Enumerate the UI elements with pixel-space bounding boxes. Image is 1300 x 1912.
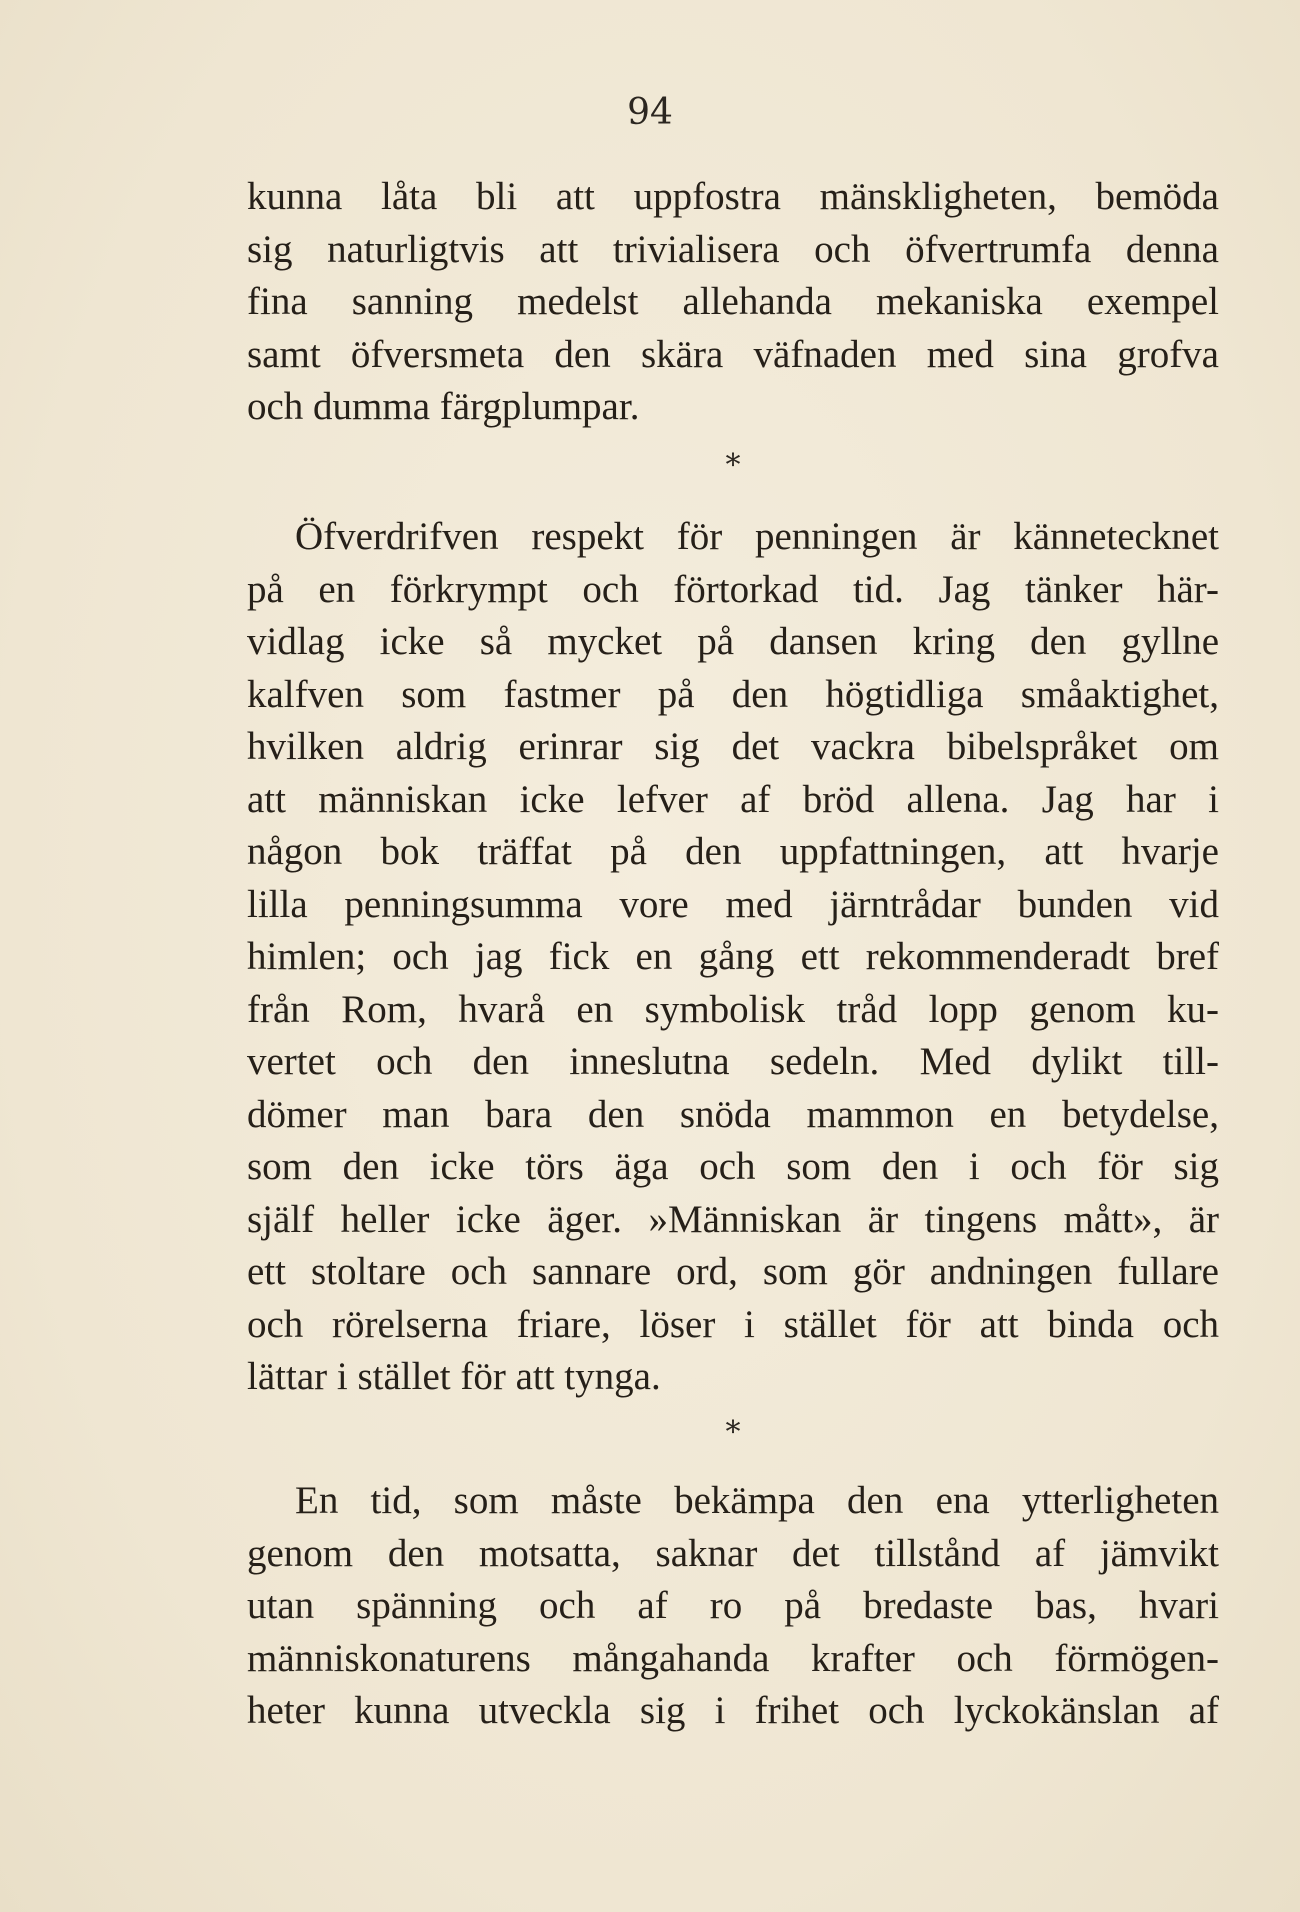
text-line: samt öfversmeta den skära väfnaden med sina grofva	[247, 332, 1219, 376]
text-line: och rörelserna friare, löser i stället för att binda och	[247, 1302, 1219, 1346]
text-line: kunna låta bli att uppfostra mänskligheten, bemöda	[247, 175, 1219, 218]
text-line: genom den motsatta, saknar det tillstånd af jämvikt	[247, 1531, 1219, 1575]
text-line: från Rom, hvarå en symbolisk tråd lopp genom ku-	[247, 987, 1219, 1031]
text-line: utan spänning och af ro på bredaste bas, hvari	[247, 1584, 1219, 1627]
page-number: 94	[627, 92, 673, 133]
text-line: vidlag icke så mycket på dansen kring den gyllne	[247, 620, 1219, 663]
paragraph-3	[247, 1475, 1219, 1738]
text-line: vertet och den inneslutna sedeln. Med dylikt till-	[247, 1040, 1219, 1083]
text-line: någon bok träffat på den uppfattningen, att hvarje	[247, 830, 1219, 873]
text-line: att människan icke lefver af bröd allena. Jag har i	[247, 777, 1219, 821]
text-line: på en förkrympt och förtorkad tid. Jag tänker här-	[247, 567, 1219, 611]
text-line: heter kunna utveckla sig i frihet och lyckokänslan af	[247, 1689, 1219, 1732]
text-line: människonaturens mångahanda krafter och förmögen-	[247, 1636, 1219, 1680]
text-line: kalfven som fastmer på den högtidliga småaktighet,	[247, 672, 1219, 716]
text-line: En tid, som måste bekämpa den ena ytterligheten	[295, 1479, 1219, 1522]
text-line: sig naturligtvis att trivialisera och öfvertrumfa denna	[247, 227, 1219, 271]
text-line: fina sanning medelst allehanda mekaniska exempel	[247, 280, 1219, 323]
paragraph-1	[247, 171, 1219, 434]
text-line: ett stoltare och sannare ord, som gör andningen fullare	[247, 1250, 1219, 1293]
text-line: och dumma färgplumpar.	[247, 385, 640, 428]
text-line: lilla penningsumma vore med järntrådar bunden vid	[247, 882, 1219, 926]
text-line: dömer man bara den snöda mammon en betydelse,	[247, 1092, 1219, 1136]
text-line: hvilken aldrig erinrar sig det vackra bibelspråket om	[247, 725, 1219, 768]
paragraph-2	[247, 511, 1219, 1404]
section-separator-1: *	[725, 448, 741, 483]
section-separator-2: *	[725, 1415, 741, 1450]
text-line: som den icke törs äga och som den i och för sig	[247, 1145, 1219, 1188]
text-line: själf heller icke äger. »Människan är tingens mått», är	[247, 1197, 1219, 1241]
text-line: Öfverdrifven respekt för penningen är kännetecknet	[295, 515, 1219, 558]
text-line: lättar i stället för att tynga.	[247, 1355, 661, 1398]
text-line: himlen; och jag fick en gång ett rekommenderadt bref	[247, 935, 1219, 978]
